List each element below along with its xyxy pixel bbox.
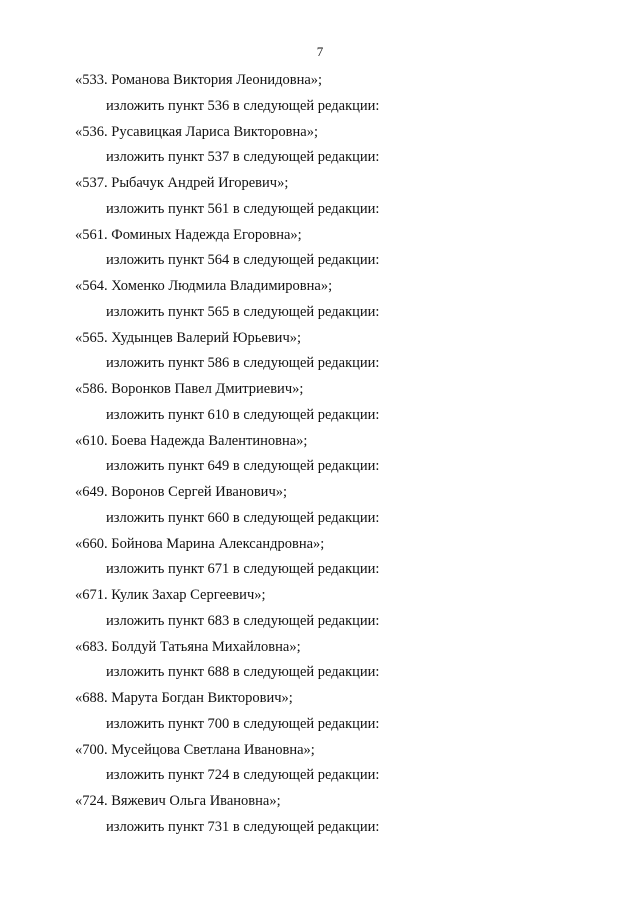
list-entry: «700. Мусейцова Светлана Ивановна»; xyxy=(75,741,315,758)
amendment-instruction: изложить пункт 536 в следующей редакции: xyxy=(106,97,380,114)
amendment-instruction: изложить пункт 683 в следующей редакции: xyxy=(106,612,380,629)
amendment-instruction: изложить пункт 731 в следующей редакции: xyxy=(106,818,380,835)
amendment-instruction: изложить пункт 537 в следующей редакции: xyxy=(106,149,380,166)
list-entry: «649. Воронов Сергей Иванович»; xyxy=(75,484,288,500)
list-entry: «564. Хоменко Людмила Владимировна»; xyxy=(75,278,333,294)
list-entry: «683. Болдуй Татьяна Михайловна»; xyxy=(75,638,301,655)
amendment-instruction: изложить пункт 564 в следующей редакции: xyxy=(106,252,380,269)
amendment-instruction: изложить пункт 586 в следующей редакции: xyxy=(106,355,380,372)
amendment-instruction: изложить пункт 610 в следующей редакции: xyxy=(106,406,380,423)
amendment-instruction: изложить пункт 649 в следующей редакции: xyxy=(106,458,380,475)
list-entry: «561. Фоминых Надежда Егоровна»; xyxy=(75,226,302,243)
list-entry: «688. Марута Богдан Викторович»; xyxy=(75,690,293,706)
list-entry: «671. Кулик Захар Сергеевич»; xyxy=(75,587,266,603)
amendment-instruction: изложить пункт 700 в следующей редакции: xyxy=(106,715,380,732)
amendment-instruction: изложить пункт 561 в следующей редакции: xyxy=(106,200,380,217)
amendment-instruction: изложить пункт 724 в следующей редакции: xyxy=(106,767,380,784)
list-entry: «533. Романова Виктория Леонидовна»; xyxy=(75,72,323,88)
list-entry: «536. Русавицкая Лариса Викторовна»; xyxy=(75,123,318,140)
list-entry: «610. Боева Надежда Валентиновна»; xyxy=(75,432,308,449)
list-entry: «537. Рыбачук Андрей Игоревич»; xyxy=(75,175,289,191)
amendment-instruction: изложить пункт 660 в следующей редакции: xyxy=(106,509,380,526)
document-body xyxy=(0,68,640,841)
amendment-instruction: изложить пункт 565 в следующей редакции: xyxy=(106,303,380,320)
amendment-instruction: изложить пункт 671 в следующей редакции: xyxy=(106,561,380,578)
page-number: 7 xyxy=(316,44,324,59)
list-entry: «660. Бойнова Марина Александровна»; xyxy=(75,535,325,552)
list-entry: «724. Вяжевич Ольга Ивановна»; xyxy=(75,793,281,809)
list-entry: «565. Худынцев Валерий Юрьевич»; xyxy=(75,329,302,346)
list-entry: «586. Воронков Павел Дмитриевич»; xyxy=(75,381,304,397)
amendment-instruction: изложить пункт 688 в следующей редакции: xyxy=(106,664,380,681)
